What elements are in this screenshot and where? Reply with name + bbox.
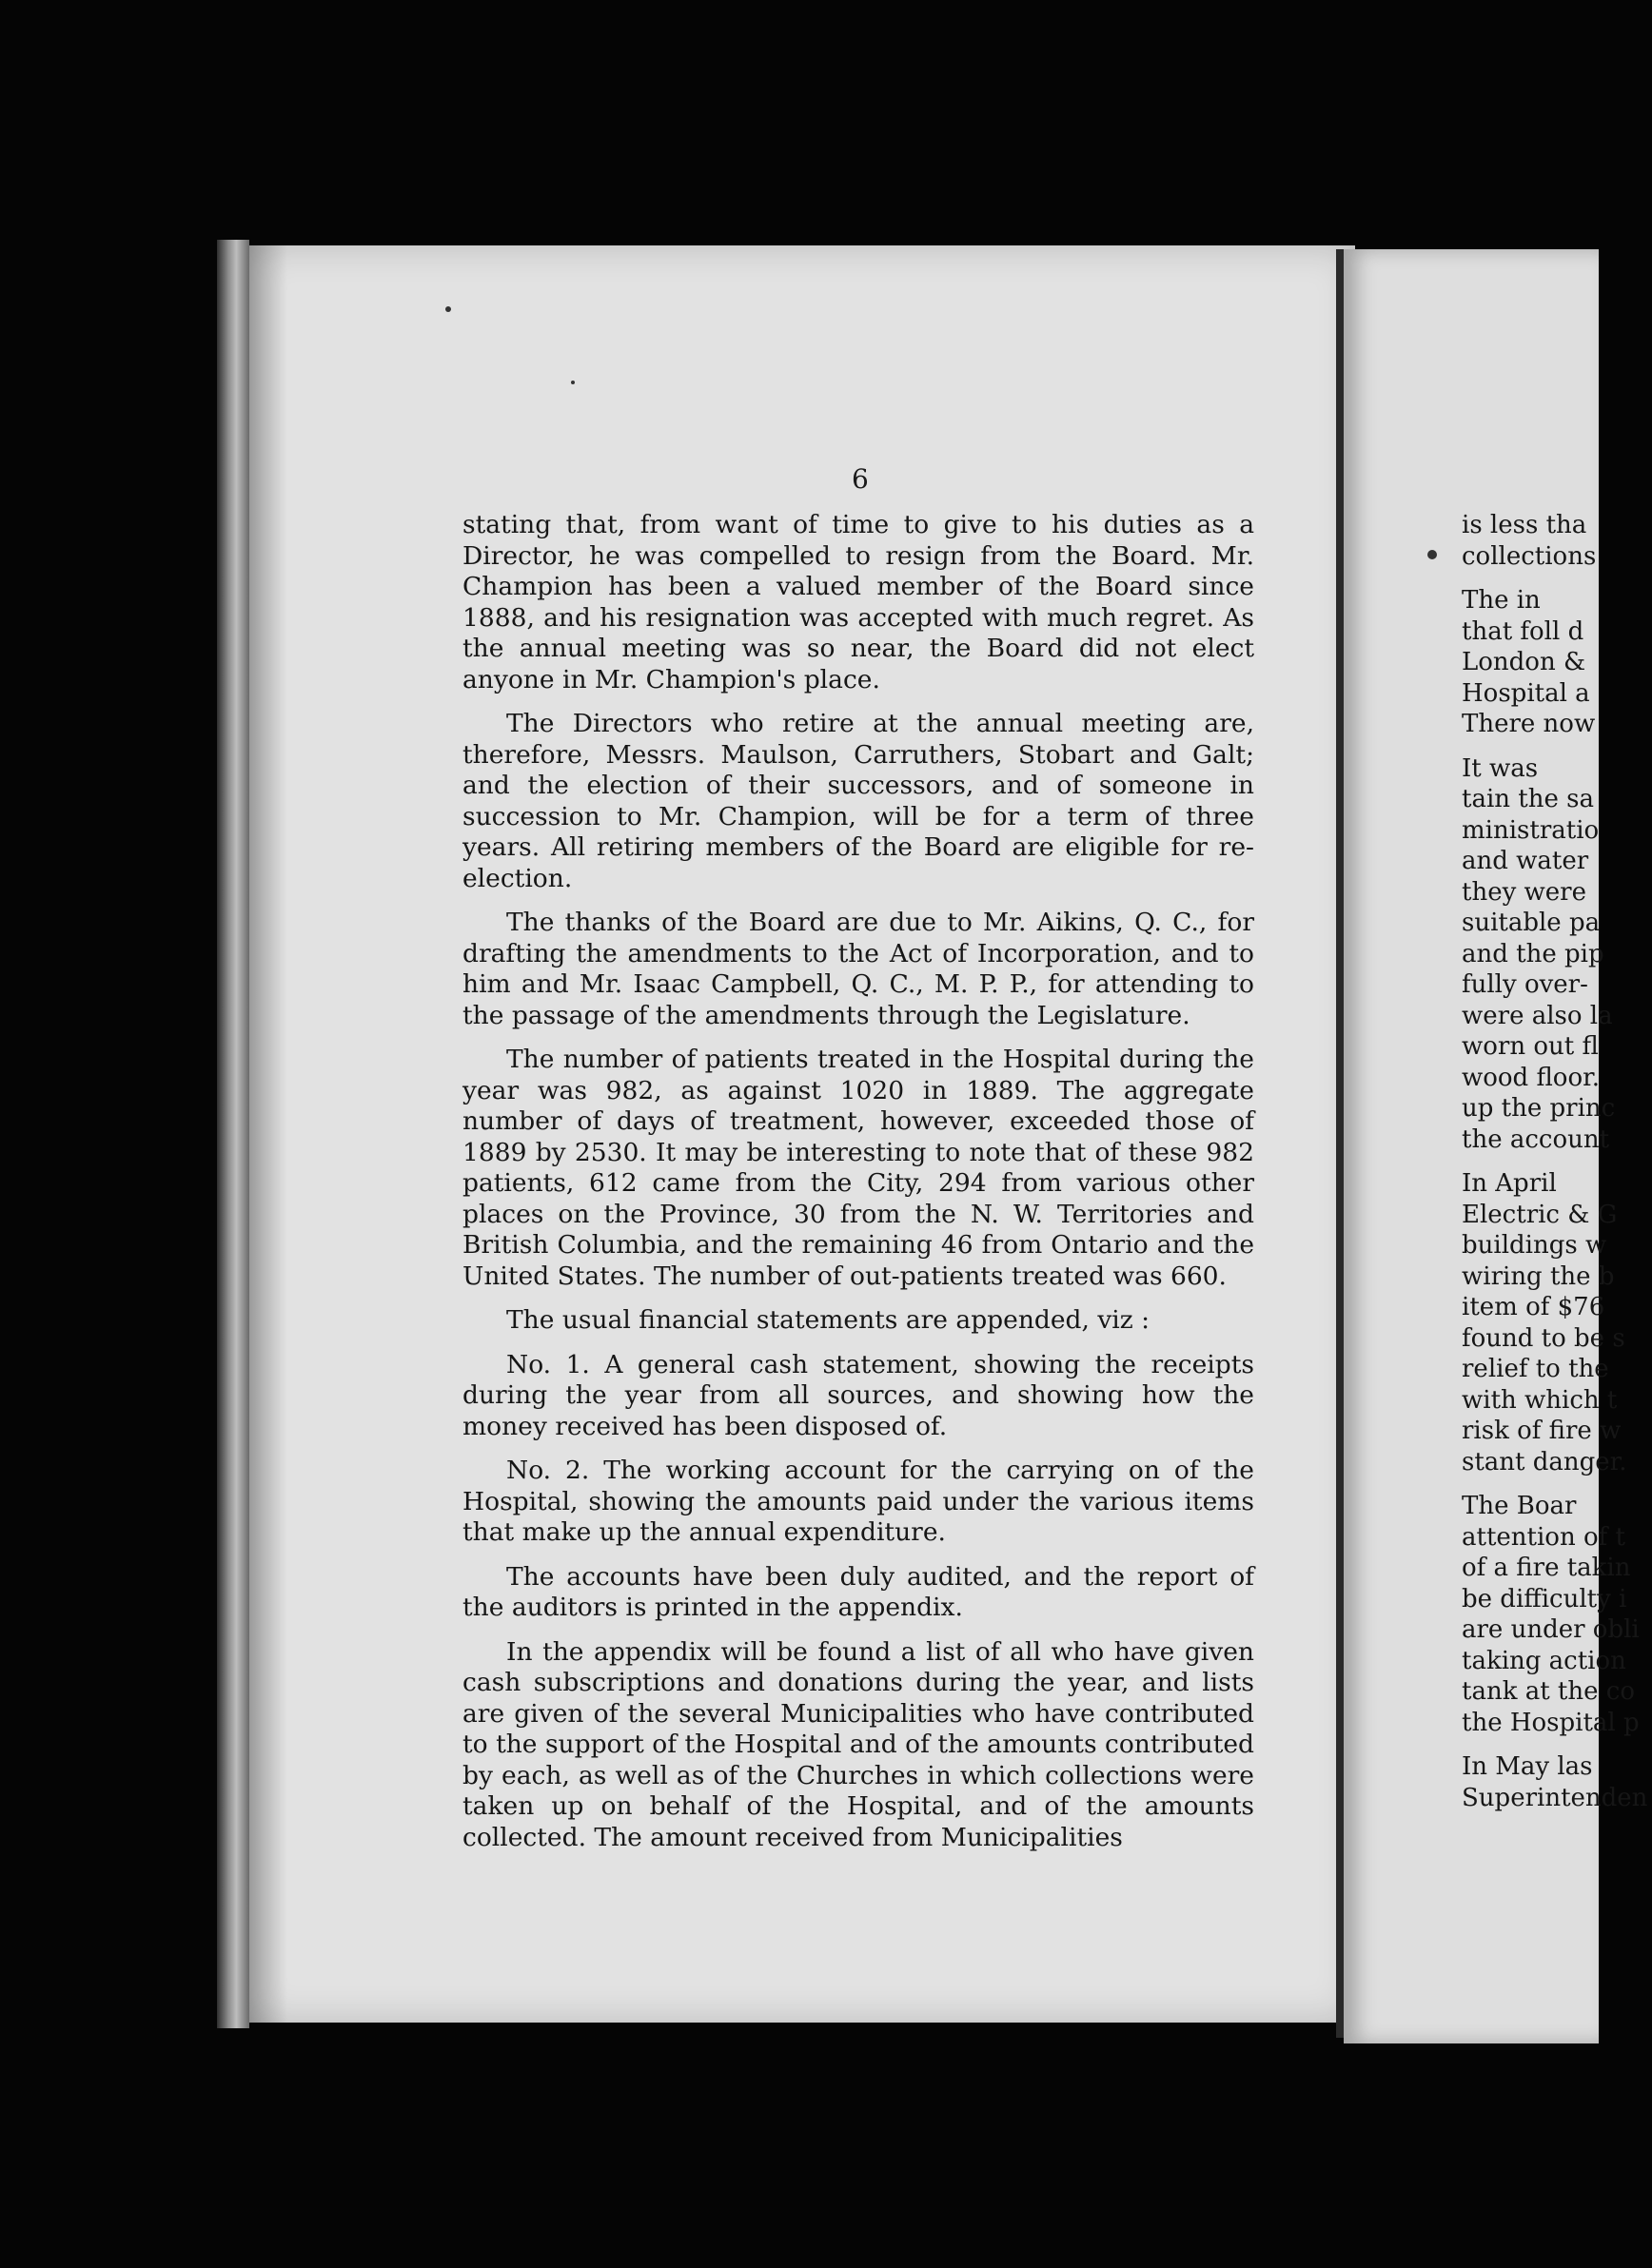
right-page-line: It was <box>1462 753 1539 783</box>
right-page-line: The Boar <box>1462 1492 1577 1520</box>
paragraph-4: The number of patients treated in the Hospital during the year was 982, as against 1020 in 1889. The aggregate number of days of treatment, however, exceeded those of 1889 by 2530. It may be interesting to note that of these 982 patients, 612 came from the City, 294 from various other places on the Province, 30 from the N. W. Territories and British Columbia, and the remaining 46 from Ontario and the United States. The number of out-patients treated was 660. <box>462 1045 1254 1291</box>
right-page-line: Electric & G <box>1462 1200 1618 1229</box>
right-page-line: fully over- <box>1462 970 1588 999</box>
right-page-line: suitable pa <box>1462 909 1601 937</box>
right-page-line: be difficulty i <box>1462 1584 1627 1613</box>
right-page-line: ministratio <box>1462 815 1600 845</box>
page-gutter <box>1336 249 1344 2038</box>
paragraph-3: The thanks of the Board are due to Mr. Aikins, Q. C., for drafting the amendments to the Act of Incorporation, and to him and Mr. Isaac Campbell, Q. C., M. P. P., for attending to the passage of the amendments through the Legislature. <box>462 908 1254 1030</box>
book-spine <box>217 240 249 2028</box>
right-page-line: with which t <box>1462 1385 1618 1415</box>
right-page-line: is less tha <box>1462 511 1587 539</box>
ink-speck <box>445 306 451 312</box>
paragraph-6: No. 1. A general cash statement, showing the receipts during the year from all sources, and showing how the money received has been disposed of. <box>462 1349 1254 1441</box>
paragraph-7: No. 2. The working account for the carrying on of the Hospital, showing the amounts paid under the various items that make up the annual expenditure. <box>462 1456 1254 1547</box>
right-page-line: found to be s <box>1462 1323 1625 1353</box>
right-page-line: are under obli <box>1462 1615 1640 1644</box>
paragraph-gap <box>1462 572 1652 585</box>
right-page-line: taking action <box>1462 1646 1626 1675</box>
right-page-line: wiring the b <box>1462 1261 1615 1291</box>
paragraph-gap <box>1462 1477 1652 1491</box>
right-page-line: In May las <box>1462 1752 1593 1781</box>
body-text <box>462 510 1254 1867</box>
right-page-line: worn out fl <box>1462 1032 1599 1061</box>
right-page-line: Hospital a <box>1462 678 1590 708</box>
right-page-line: that foll d <box>1462 616 1584 646</box>
right-page-line: up the princ <box>1462 1094 1616 1123</box>
right-page-line: risk of fire w <box>1462 1417 1622 1445</box>
right-page-line: collections <box>1462 541 1597 571</box>
right-page-line: item of $76 <box>1462 1293 1605 1321</box>
ink-speck <box>571 381 575 384</box>
right-page-line: wood floor. <box>1462 1063 1600 1092</box>
page-number: 6 <box>852 463 869 495</box>
paragraph-gap <box>1462 1738 1652 1751</box>
right-page-line: they were <box>1462 877 1586 907</box>
right-page-line: London & <box>1462 648 1586 676</box>
right-page-line: the account <box>1462 1124 1610 1154</box>
right-page-line: buildings w <box>1462 1231 1607 1260</box>
right-page-line: and the pip <box>1462 939 1604 968</box>
right-page-line: were also la <box>1462 1001 1613 1030</box>
right-page-line: the Hospital p <box>1462 1708 1640 1737</box>
right-page-line: and water <box>1462 847 1589 875</box>
paragraph-gap <box>1462 740 1652 753</box>
right-page-line: Superintenden <box>1462 1783 1648 1812</box>
paragraph-2: The Directors who retire at the annual meeting are, therefore, Messrs. Maulson, Carruthers, Stobart and Galt; and the election of their successors, and of someone in succession to Mr. Champion, will be for a term of three years. All retiring members of the Board are eligible for re-election. <box>462 709 1254 893</box>
right-page-line: There now <box>1462 710 1596 738</box>
right-page-line: attention of t <box>1462 1522 1625 1552</box>
right-page-line: In April <box>1462 1169 1557 1198</box>
ink-speck <box>1427 550 1437 559</box>
paragraph-5: The usual financial statements are appended, viz : <box>506 1305 1150 1335</box>
right-page-line: tain the sa <box>1462 785 1594 813</box>
paragraph-9: In the appendix will be found a list of all who have given cash subscriptions and donations during the year, and lists are given of the several Municipalities who have contributed to the support of the Hospital and of the amounts contributed by each, as well as of the Churches in which collections were taken up on behalf of the Hospital, and of the amounts collected. The amount received from Municipalities <box>462 1636 1254 1852</box>
right-page-line: relief to the <box>1462 1355 1609 1383</box>
paragraph-gap <box>1462 1155 1652 1168</box>
right-page-line: tank at the co <box>1462 1677 1635 1706</box>
paragraph-1: stating that, from want of time to give to his duties as a Director, he was compelled to resign from the Board. Mr. Champion has been a valued member of the Board since 1888, and his resignation was accepted with much regret. As the annual meeting was so near, the Board did not elect anyone in Mr. Champion's place. <box>462 510 1254 694</box>
right-page-line: of a fire takin <box>1462 1554 1631 1582</box>
right-page-text <box>1462 510 1652 1813</box>
right-page-line: stant danger. <box>1462 1447 1627 1476</box>
paragraph-8: The accounts have been duly audited, and the report of the auditors is printed in the appendix. <box>462 1561 1254 1622</box>
right-page-line: The in <box>1462 586 1541 615</box>
